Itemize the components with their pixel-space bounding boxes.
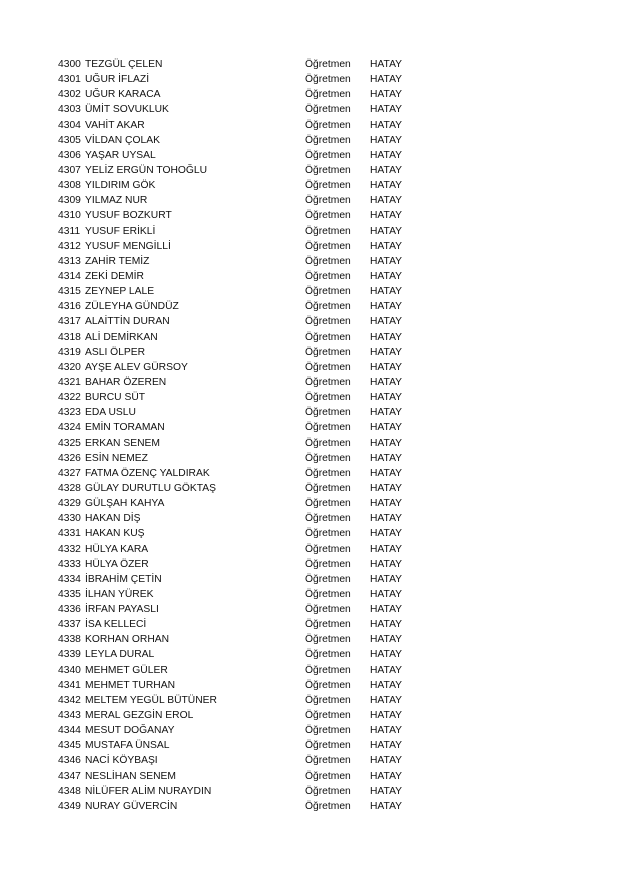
row-number: 4311 [58, 225, 81, 237]
row-number: 4337 [58, 619, 81, 631]
person-name: BURCU SÜT [85, 392, 146, 404]
table-row [58, 133, 418, 148]
city-name: HATAY [370, 407, 403, 419]
table-row [58, 314, 418, 329]
table-row [58, 299, 418, 314]
person-name: MEHMET GÜLER [85, 664, 168, 676]
table-row [58, 284, 418, 299]
job-title: Öğretmen [305, 301, 351, 313]
row-number: 4345 [58, 740, 81, 752]
table-row [58, 708, 418, 723]
person-name: YUSUF BOZKURT [85, 210, 172, 222]
row-number: 4320 [58, 361, 81, 373]
city-name: HATAY [370, 740, 403, 752]
city-name: HATAY [370, 604, 403, 616]
job-title: Öğretmen [305, 346, 351, 358]
table-row [58, 632, 418, 647]
person-name: YILDIRIM GÖK [85, 180, 156, 192]
person-name: NESLİHAN SENEM [85, 770, 176, 782]
person-name: YELİZ ERGÜN TOHOĞLU [85, 164, 208, 176]
job-title: Öğretmen [305, 543, 351, 555]
table-row [58, 572, 418, 587]
table-row [58, 72, 418, 87]
table-row [58, 602, 418, 617]
city-name: HATAY [370, 710, 403, 722]
city-name: HATAY [370, 74, 403, 86]
city-name: HATAY [370, 225, 403, 237]
job-title: Öğretmen [305, 770, 351, 782]
row-number: 4334 [58, 573, 81, 585]
row-number: 4319 [58, 346, 81, 358]
job-title: Öğretmen [305, 558, 351, 570]
row-number: 4303 [58, 104, 81, 116]
table-row [58, 420, 418, 435]
table-row [58, 208, 418, 223]
job-title: Öğretmen [305, 664, 351, 676]
city-name: HATAY [370, 588, 403, 600]
row-number: 4308 [58, 180, 81, 192]
job-title: Öğretmen [305, 513, 351, 525]
table-row [58, 466, 418, 481]
table-row [58, 118, 418, 133]
job-title: Öğretmen [305, 467, 351, 479]
city-name: HATAY [370, 467, 403, 479]
row-number: 4348 [58, 785, 81, 797]
person-name: ALAİTTİN DURAN [85, 316, 170, 328]
job-title: Öğretmen [305, 286, 351, 298]
job-title: Öğretmen [305, 437, 351, 449]
job-title: Öğretmen [305, 210, 351, 222]
table-row [58, 269, 418, 284]
row-number: 4310 [58, 210, 81, 222]
person-name: NURAY GÜVERCİN [85, 800, 178, 812]
job-title: Öğretmen [305, 498, 351, 510]
table-row [58, 330, 418, 345]
job-title: Öğretmen [305, 800, 351, 812]
city-name: HATAY [370, 119, 403, 131]
row-number: 4324 [58, 422, 81, 434]
row-number: 4336 [58, 604, 81, 616]
table-row [58, 769, 418, 784]
city-name: HATAY [370, 558, 403, 570]
person-name: İSA KELLECİ [85, 619, 147, 631]
city-name: HATAY [370, 573, 403, 585]
city-name: HATAY [370, 634, 403, 646]
table-row [58, 375, 418, 390]
row-number: 4344 [58, 725, 81, 737]
row-number: 4327 [58, 467, 81, 479]
person-name: YUSUF MENGİLLİ [85, 240, 171, 252]
job-title: Öğretmen [305, 482, 351, 494]
city-name: HATAY [370, 482, 403, 494]
row-number: 4315 [58, 286, 81, 298]
city-name: HATAY [370, 422, 403, 434]
person-name: NACİ KÖYBAŞI [85, 755, 158, 767]
table-row [58, 647, 418, 662]
person-name: TEZGÜL ÇELEN [85, 59, 163, 70]
city-name: HATAY [370, 437, 403, 449]
person-name: ÜMİT SOVUKLUK [85, 104, 169, 116]
person-name: İLHAN YÜREK [85, 588, 154, 600]
row-number: 4333 [58, 558, 81, 570]
city-name: HATAY [370, 679, 403, 691]
city-name: HATAY [370, 346, 403, 358]
job-title: Öğretmen [305, 407, 351, 419]
person-name: İBRAHİM ÇETİN [85, 573, 162, 585]
job-title: Öğretmen [305, 528, 351, 540]
row-number: 4341 [58, 679, 81, 691]
row-number: 4318 [58, 331, 81, 343]
job-title: Öğretmen [305, 59, 351, 70]
job-title: Öğretmen [305, 164, 351, 176]
city-name: HATAY [370, 59, 403, 70]
row-number: 4332 [58, 543, 81, 555]
table-row [58, 663, 418, 678]
job-title: Öğretmen [305, 588, 351, 600]
person-name: VAHİT AKAR [85, 119, 145, 131]
person-name: AYŞE ALEV GÜRSOY [85, 361, 188, 373]
row-number: 4304 [58, 119, 81, 131]
job-title: Öğretmen [305, 740, 351, 752]
job-title: Öğretmen [305, 119, 351, 131]
job-title: Öğretmen [305, 619, 351, 631]
person-name: ERKAN SENEM [85, 437, 160, 449]
row-number: 4346 [58, 755, 81, 767]
job-title: Öğretmen [305, 573, 351, 585]
table-row [58, 178, 418, 193]
person-name: ASLI ÖLPER [85, 346, 146, 358]
row-number: 4326 [58, 452, 81, 464]
row-number: 4347 [58, 770, 81, 782]
row-number: 4343 [58, 710, 81, 722]
job-title: Öğretmen [305, 74, 351, 86]
job-title: Öğretmen [305, 89, 351, 101]
row-number: 4312 [58, 240, 81, 252]
row-number: 4314 [58, 270, 81, 282]
row-number: 4301 [58, 74, 81, 86]
job-title: Öğretmen [305, 649, 351, 661]
row-number: 4342 [58, 694, 81, 706]
table-row [58, 784, 418, 799]
personnel-list [58, 57, 418, 814]
job-title: Öğretmen [305, 710, 351, 722]
city-name: HATAY [370, 104, 403, 116]
city-name: HATAY [370, 301, 403, 313]
job-title: Öğretmen [305, 270, 351, 282]
person-name: GÜLŞAH KAHYA [85, 498, 165, 510]
table-row [58, 345, 418, 360]
city-name: HATAY [370, 452, 403, 464]
table-row [58, 254, 418, 269]
city-name: HATAY [370, 286, 403, 298]
job-title: Öğretmen [305, 725, 351, 737]
job-title: Öğretmen [305, 240, 351, 252]
person-name: BAHAR ÖZEREN [85, 376, 167, 388]
table-row [58, 224, 418, 239]
person-name: HÜLYA ÖZER [85, 558, 149, 570]
city-name: HATAY [370, 498, 403, 510]
city-name: HATAY [370, 195, 403, 207]
table-row [58, 451, 418, 466]
row-number: 4349 [58, 800, 81, 812]
city-name: HATAY [370, 134, 403, 146]
job-title: Öğretmen [305, 785, 351, 797]
person-name: ZEKİ DEMİR [85, 270, 144, 282]
row-number: 4339 [58, 649, 81, 661]
person-name: UĞUR KARACA [85, 89, 161, 101]
table-row [58, 436, 418, 451]
row-number: 4309 [58, 195, 81, 207]
row-number: 4316 [58, 301, 81, 313]
row-number: 4317 [58, 316, 81, 328]
person-name: HÜLYA KARA [85, 543, 149, 555]
job-title: Öğretmen [305, 225, 351, 237]
person-name: ZEYNEP LALE [85, 286, 155, 298]
table-row [58, 496, 418, 511]
table-row [58, 405, 418, 420]
row-number: 4302 [58, 89, 81, 101]
city-name: HATAY [370, 164, 403, 176]
row-number: 4323 [58, 407, 81, 419]
table-row [58, 102, 418, 117]
row-number: 4321 [58, 376, 81, 388]
job-title: Öğretmen [305, 180, 351, 192]
row-number: 4340 [58, 664, 81, 676]
person-name: GÜLAY DURUTLU GÖKTAŞ [85, 482, 217, 494]
person-name: MELTEM YEGÜL BÜTÜNER [85, 694, 217, 706]
person-name: VİLDAN ÇOLAK [85, 134, 160, 146]
job-title: Öğretmen [305, 149, 351, 161]
table-row [58, 148, 418, 163]
person-name: HAKAN KUŞ [85, 528, 145, 540]
city-name: HATAY [370, 694, 403, 706]
person-name: YILMAZ NUR [85, 195, 148, 207]
row-number: 4313 [58, 255, 81, 267]
person-name: MESUT DOĞANAY [85, 725, 175, 737]
person-name: FATMA ÖZENÇ YALDIRAK [85, 467, 210, 479]
table-row [58, 617, 418, 632]
job-title: Öğretmen [305, 755, 351, 767]
table-row [58, 526, 418, 541]
table-row [58, 390, 418, 405]
job-title: Öğretmen [305, 452, 351, 464]
job-title: Öğretmen [305, 422, 351, 434]
job-title: Öğretmen [305, 316, 351, 328]
city-name: HATAY [370, 270, 403, 282]
city-name: HATAY [370, 240, 403, 252]
job-title: Öğretmen [305, 104, 351, 116]
job-title: Öğretmen [305, 361, 351, 373]
job-title: Öğretmen [305, 195, 351, 207]
table-row [58, 738, 418, 753]
row-number: 4300 [58, 59, 81, 70]
city-name: HATAY [370, 785, 403, 797]
table-row [58, 799, 418, 814]
city-name: HATAY [370, 619, 403, 631]
city-name: HATAY [370, 513, 403, 525]
city-name: HATAY [370, 89, 403, 101]
city-name: HATAY [370, 392, 403, 404]
table-row [58, 87, 418, 102]
row-number: 4307 [58, 164, 81, 176]
row-number: 4335 [58, 588, 81, 600]
person-name: EDA USLU [85, 407, 136, 419]
city-name: HATAY [370, 543, 403, 555]
person-name: İRFAN PAYASLI [85, 604, 159, 616]
job-title: Öğretmen [305, 255, 351, 267]
city-name: HATAY [370, 664, 403, 676]
row-number: 4329 [58, 498, 81, 510]
person-name: LEYLA DURAL [85, 649, 155, 661]
table-row [58, 57, 418, 72]
table-row [58, 693, 418, 708]
city-name: HATAY [370, 800, 403, 812]
city-name: HATAY [370, 316, 403, 328]
city-name: HATAY [370, 149, 403, 161]
table-row [58, 542, 418, 557]
table-row [58, 360, 418, 375]
row-number: 4325 [58, 437, 81, 449]
person-name: MUSTAFA ÜNSAL [85, 740, 170, 752]
person-name: UĞUR İFLAZİ [85, 74, 150, 86]
job-title: Öğretmen [305, 134, 351, 146]
city-name: HATAY [370, 255, 403, 267]
row-number: 4305 [58, 134, 81, 146]
city-name: HATAY [370, 331, 403, 343]
person-name: EMİN TORAMAN [85, 422, 165, 434]
row-number: 4330 [58, 513, 81, 525]
job-title: Öğretmen [305, 604, 351, 616]
table-row [58, 239, 418, 254]
person-name: HAKAN DİŞ [85, 513, 141, 525]
table-row [58, 193, 418, 208]
person-name: MERAL GEZGİN EROL [85, 710, 194, 722]
table-row [58, 557, 418, 572]
row-number: 4331 [58, 528, 81, 540]
city-name: HATAY [370, 210, 403, 222]
city-name: HATAY [370, 755, 403, 767]
person-name: ZÜLEYHA GÜNDÜZ [85, 301, 179, 313]
job-title: Öğretmen [305, 679, 351, 691]
city-name: HATAY [370, 770, 403, 782]
city-name: HATAY [370, 649, 403, 661]
row-number: 4306 [58, 149, 81, 161]
row-number: 4322 [58, 392, 81, 404]
person-name: MEHMET TURHAN [85, 679, 176, 691]
person-name: NİLÜFER ALİM NURAYDIN [85, 785, 212, 797]
person-name: KORHAN ORHAN [85, 634, 170, 646]
person-name: ZAHİR TEMİZ [85, 255, 150, 267]
row-number: 4328 [58, 482, 81, 494]
city-name: HATAY [370, 376, 403, 388]
city-name: HATAY [370, 725, 403, 737]
table-row [58, 753, 418, 768]
table-row [58, 481, 418, 496]
city-name: HATAY [370, 528, 403, 540]
person-name: ESİN NEMEZ [85, 452, 148, 464]
job-title: Öğretmen [305, 376, 351, 388]
table-row [58, 587, 418, 602]
person-name: ALİ DEMİRKAN [85, 331, 158, 343]
table-row [58, 723, 418, 738]
row-number: 4338 [58, 634, 81, 646]
job-title: Öğretmen [305, 331, 351, 343]
person-name: YAŞAR UYSAL [85, 149, 156, 161]
job-title: Öğretmen [305, 694, 351, 706]
job-title: Öğretmen [305, 392, 351, 404]
table-row [58, 678, 418, 693]
city-name: HATAY [370, 180, 403, 192]
job-title: Öğretmen [305, 634, 351, 646]
person-name: YUSUF ERİKLİ [85, 225, 156, 237]
table-row [58, 163, 418, 178]
city-name: HATAY [370, 361, 403, 373]
table-row [58, 511, 418, 526]
